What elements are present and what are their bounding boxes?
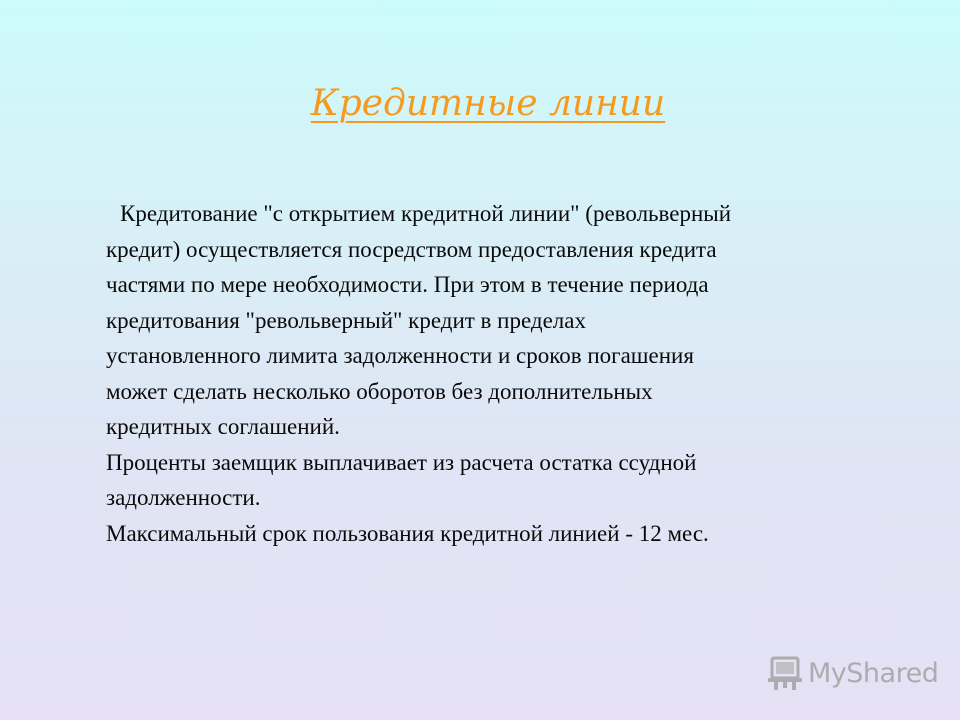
body-line: Кредитование "с открытием кредитной линии" (револьверный xyxy=(120,201,732,226)
myshared-logo-icon xyxy=(766,654,804,692)
watermark xyxy=(766,653,938,693)
body-line: может сделать несколько оборотов без дополнительных xyxy=(106,378,653,404)
body-line: частями по мере необходимости. При этом в течение периода xyxy=(106,272,709,297)
body-line: кредитных соглашений. xyxy=(106,414,340,439)
body-line: задолженности. xyxy=(106,485,261,510)
body-line: кредитования "револьверный" кредит в пределах xyxy=(106,307,586,333)
body-line: кредит) осуществляется посредством предоставления кредита xyxy=(106,236,717,262)
watermark-text: MyShared xyxy=(808,657,939,689)
body-line: Максимальный срок пользования кредитной линией - 12 мес. xyxy=(106,520,709,546)
body-line: Проценты заемщик выплачивает из расчета остатка ссудной xyxy=(106,449,697,475)
body-line: установленного лимита задолженности и сроков погашения xyxy=(106,343,694,368)
slide-body xyxy=(106,196,866,551)
slide-title[interactable]: Кредитные линии xyxy=(310,83,666,124)
